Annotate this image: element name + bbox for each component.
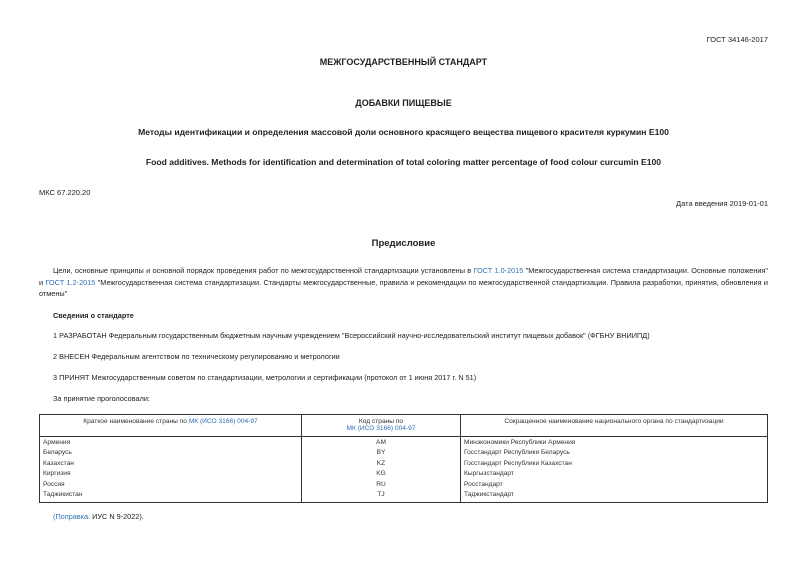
cell-body: Госстандарт Республики Казахстан [461, 458, 768, 469]
table-row [40, 479, 768, 490]
cell-code: AM [302, 437, 461, 448]
cell-code: KZ [302, 458, 461, 469]
cell-code: BY [302, 448, 461, 459]
cell-body: Кыргызстандарт [461, 469, 768, 480]
subtitle-ru: Методы идентификации и определения массовой доли основного красящего вещества пищевого красителя куркумин Е100 [138, 127, 669, 137]
voting-table [39, 414, 768, 503]
standard-type: МЕЖГОСУДАРСТВЕННЫЙ СТАНДАРТ [319, 57, 488, 67]
voted-label: За принятие проголосовали: [53, 394, 150, 403]
intro-text-2: "Межгосударственная система стандартизации. Основные положения" и [39, 266, 768, 287]
link-gost-1-0-2015[interactable]: ГОСТ 1.0-2015 [473, 266, 524, 275]
header-code-text: Код страны по [358, 418, 404, 425]
amendment-rest: . ИУС N 9-2022). [88, 512, 144, 521]
header-body: Сокращенное наименование национального органа по стандартизации [461, 415, 768, 437]
cell-body: Минэкономики Республики Армения [461, 437, 768, 448]
link-mk-iso-3166[interactable]: МК (ИСО 3166) 004-97 [188, 418, 258, 425]
cell-code: RU [302, 479, 461, 490]
link-mk-iso-3166-code[interactable]: МК (ИСО 3166) 004-97 [346, 425, 416, 432]
info-item-adopted: 3 ПРИНЯТ Межгосударственным советом по стандартизации, метрологии и сертификации (протокол от 1 июня 2017 г. N 51) [53, 373, 477, 382]
foreword-heading: Предисловие [371, 238, 436, 249]
link-gost-1-2-2015[interactable]: ГОСТ 1.2-2015 [45, 277, 96, 287]
table-row [40, 490, 768, 503]
cell-country: Киргизия [40, 469, 302, 480]
info-item-developed: 1 РАЗРАБОТАН Федеральным государственным бюджетным научным учреждением "Всероссийский научно-исследовательский институт пищевых добавок" (ФГБНУ ВНИИПД) [53, 331, 650, 340]
cell-code: TJ [302, 490, 461, 503]
cell-country: Армения [40, 437, 302, 448]
foreword-intro [39, 265, 768, 300]
table-row [40, 437, 768, 448]
info-heading: Сведения о стандарте [53, 311, 134, 320]
cell-country: Россия [40, 479, 302, 490]
document-title: ДОБАВКИ ПИЩЕВЫЕ [355, 98, 452, 108]
table-row [40, 469, 768, 480]
table-row [40, 448, 768, 459]
intro-text-3: "Межгосударственная система стандартизации. Стандарты межгосударственные, правила и рекомендации по межгосударственной стандартизации. Правила разработки, принятия, обновления и отмены" [39, 277, 769, 298]
subtitle-en: Food additives. Methods for identification and determination of total coloring matter percentage of food colour curcumin E100 [145, 157, 662, 167]
link-amendment[interactable]: Поправка [55, 512, 89, 521]
intro-text-1: Цели, основные принципы и основной порядок проведения работ по межгосударственной стандартизации установлены в [53, 266, 474, 275]
header-country-text: Краткое наименование страны по [83, 418, 189, 425]
mks-code: МКС 67.220.20 [39, 188, 91, 197]
info-item-submitted: 2 ВНЕСЕН Федеральным агентством по техническому регулированию и метрологии [53, 352, 340, 361]
amendment-note [53, 512, 144, 521]
cell-code: KG [302, 469, 461, 480]
gost-number: ГОСТ 34146-2017 [706, 35, 768, 44]
cell-body: Таджикстандарт [461, 490, 768, 503]
cell-country: Казахстан [40, 458, 302, 469]
cell-body: Росстандарт [461, 479, 768, 490]
cell-country: Беларусь [40, 448, 302, 459]
table-header-row [40, 415, 768, 437]
introduction-date: Дата введения 2019-01-01 [676, 199, 768, 208]
table-row [40, 458, 768, 469]
header-country [40, 415, 302, 437]
amendment-open: ( [53, 512, 56, 521]
header-code [302, 415, 461, 437]
cell-body: Госстандарт Республики Беларусь [461, 448, 768, 459]
cell-country: Таджикистан [40, 490, 302, 503]
